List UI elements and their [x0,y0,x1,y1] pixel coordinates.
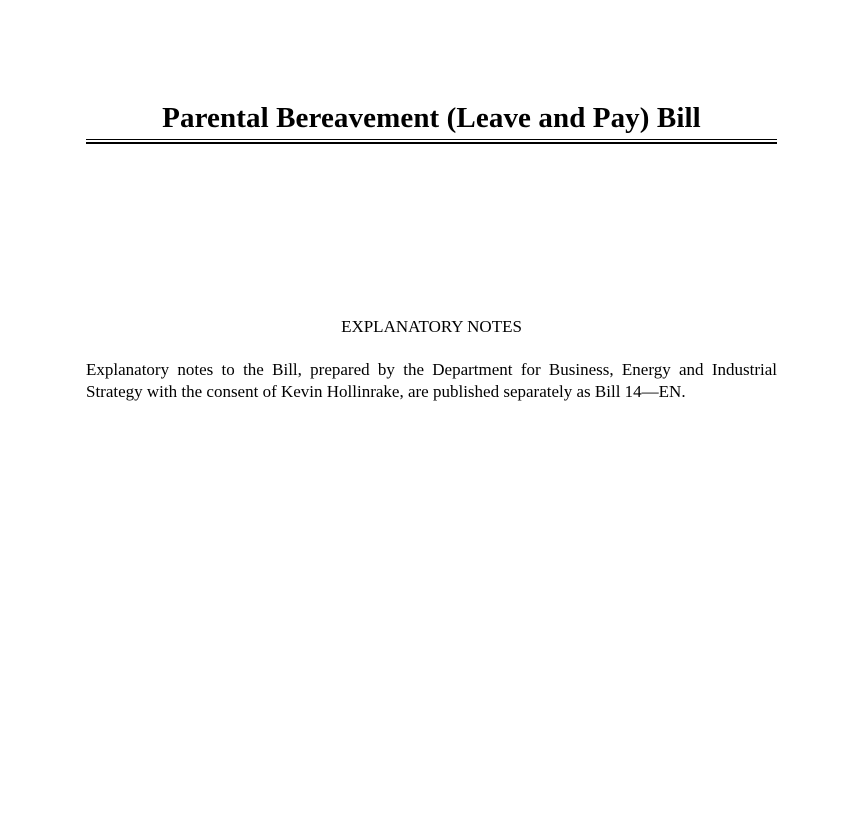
bill-title: Parental Bereavement (Leave and Pay) Bill [162,102,701,134]
title-rule-thick-line [86,142,777,144]
title-double-rule [86,139,777,145]
explanatory-notes-paragraph: Explanatory notes to the Bill, prepared by the Department for Business, Energy and Industrial Strategy with the consent of Kevin Hollinrake, are published separately as Bill 14—EN. [86,360,777,401]
explanatory-notes-heading: EXPLANATORY NOTES [341,317,522,336]
document-page [86,0,777,836]
title-rule-thin-line [86,139,777,140]
